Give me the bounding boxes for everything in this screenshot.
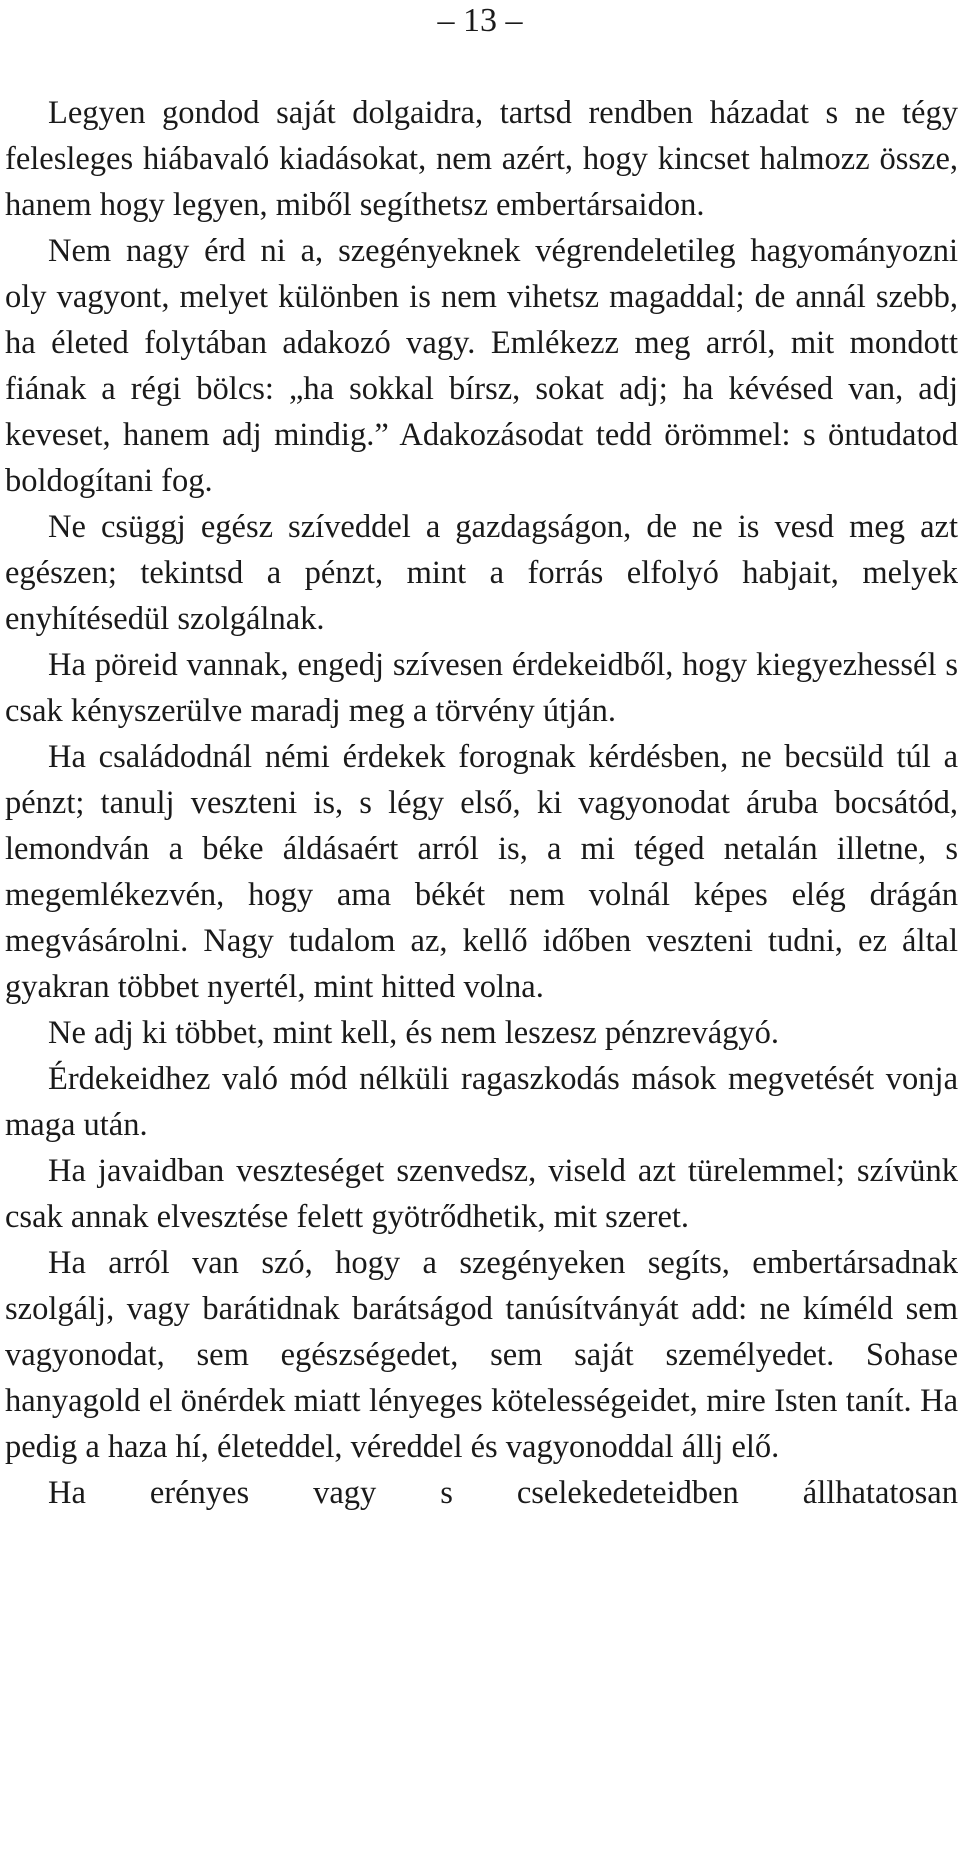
paragraph: Ha javaidban veszteséget szenvedsz, viseld azt türelemmel; szívünk csak annak elvesztése felett gyötrődhetik, mit szeret. — [5, 1153, 958, 1235]
paragraph: Ha arról van szó, hogy a szegényeken segíts, embertársadnak szolgálj, vagy barátidnak barátságod tanúsítványát add: ne kíméld sem vagyonodat, sem egészségedet, sem saját személyedet. Sohase hanyagold el önérdek miatt lényeges kötelességeidet, mire Isten tanít. Ha pedig a haza hí, életeddel, véreddel és vagyonoddal állj elő. — [5, 1245, 958, 1465]
paragraph: Legyen gondod saját dolgaidra, tartsd rendben házadat s ne tégy felesleges hiábavaló kiadásokat, nem azért, hogy kincset halmozz össze, hanem hogy legyen, miből segíthetsz embertársaidon. — [5, 95, 958, 223]
page-number: – 13 – — [437, 2, 523, 39]
paragraph: Nem nagy érd ni a, szegényeknek végrendeletileg hagyományozni oly vagyont, melyet különben is nem vihetsz magaddal; de annál szebb, ha életed folytában adakozó vagy. Emlékezz meg arról, mit mondott fiának a régi bölcs: „ha sokkal bírsz, sokat adj; ha kévésed van, adj keveset, hanem adj mindig.” Adakozásodat tedd örömmel: s öntudatod boldogítani fog. — [5, 233, 958, 499]
paragraph: Ne adj ki többet, mint kell, és nem leszesz pénzrevágyó. — [48, 1015, 780, 1051]
body-text — [5, 90, 958, 1516]
paragraph: Ha családodnál némi érdekek forognak kérdésben, ne becsüld túl a pénzt; tanulj veszteni is, s légy első, ki vagyonodat áruba bocsátód, lemondván a béke áldásaért arról is, a mi téged netalán illetne, s megemlékezvén, hogy ama békét nem volnál képes elég drágán megvásárolni. Nagy tudalom az, kellő időben veszteni tudni, ez által gyakran többet nyertél, mint hitted volna. — [5, 739, 958, 1005]
paragraph: Ha erényes vagy s cselekedeteidben állhatatosan — [48, 1475, 958, 1511]
paragraph: Érdekeidhez való mód nélküli ragaszkodás mások megvetését vonja maga után. — [5, 1061, 958, 1143]
paragraph: Ne csüggj egész szíveddel a gazdagságon, de ne is vesd meg azt egészen; tekintsd a pénzt, mint a forrás elfolyó habjait, melyek enyhítésedül szolgálnak. — [5, 509, 958, 637]
paragraph: Ha pöreid vannak, engedj szívesen érdekeidből, hogy kiegyezhessél s csak kényszerülve maradj meg a törvény útján. — [5, 647, 958, 729]
